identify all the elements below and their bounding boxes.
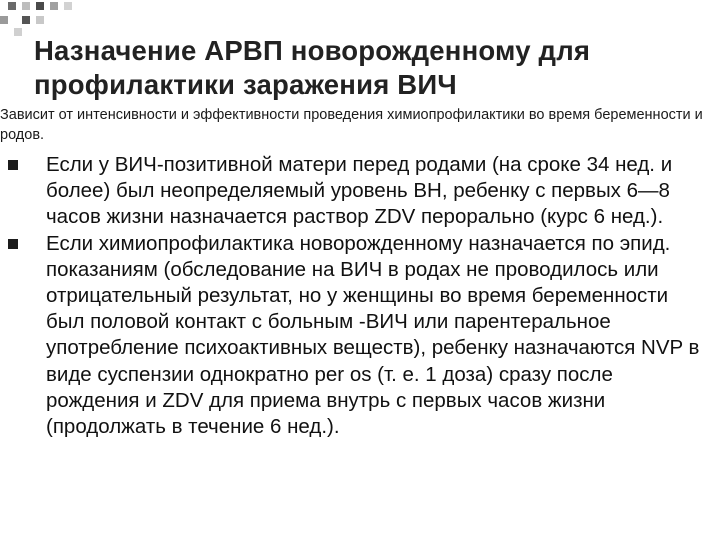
bullet-list: [0, 152, 712, 440]
decor-square: [22, 2, 30, 10]
decor-square: [0, 16, 8, 24]
bullet-text: Если у ВИЧ-позитивной матери перед родами (на сроке 34 нед. и более) был неопределяемый уровень ВН, ребенку с первых 6—8 часов жизни назначается раствор ZDV перорально (курс 6 нед.).: [46, 153, 673, 229]
slide-subtitle: Зависит от интенсивности и эффективности проведения химиопрофилактики во время беременности и родов.: [0, 107, 703, 143]
decor-square: [8, 2, 16, 10]
bullet-item: [0, 231, 712, 441]
decor-square: [36, 16, 44, 24]
decor-square: [36, 2, 44, 10]
slide-title: Назначение АРВП новорожденному для профилактики заражения ВИЧ: [34, 35, 591, 100]
bullet-item: [0, 152, 712, 231]
decor-square: [22, 16, 30, 24]
decor-square: [64, 2, 72, 10]
square-bullet-icon: [8, 160, 18, 170]
decor-square: [50, 2, 58, 10]
decor-square: [14, 28, 22, 36]
square-bullet-icon: [8, 239, 18, 249]
bullet-text: Если химиопрофилактика новорожденному назначается по эпид. показаниям (обследование на ВИЧ в родах не проводилось или отрицательный результат, но у женщины во время беременности был половой контакт с больным -ВИЧ или парентеральное употребление психоактивных веществ), ребенку назначаются NVP в виде суспензии однократно per os (т. е. 1 доза) сразу после рождения и ZDV для приема внутрь с первых часов жизни (продолжать в течение 6 нед.).: [46, 231, 700, 439]
